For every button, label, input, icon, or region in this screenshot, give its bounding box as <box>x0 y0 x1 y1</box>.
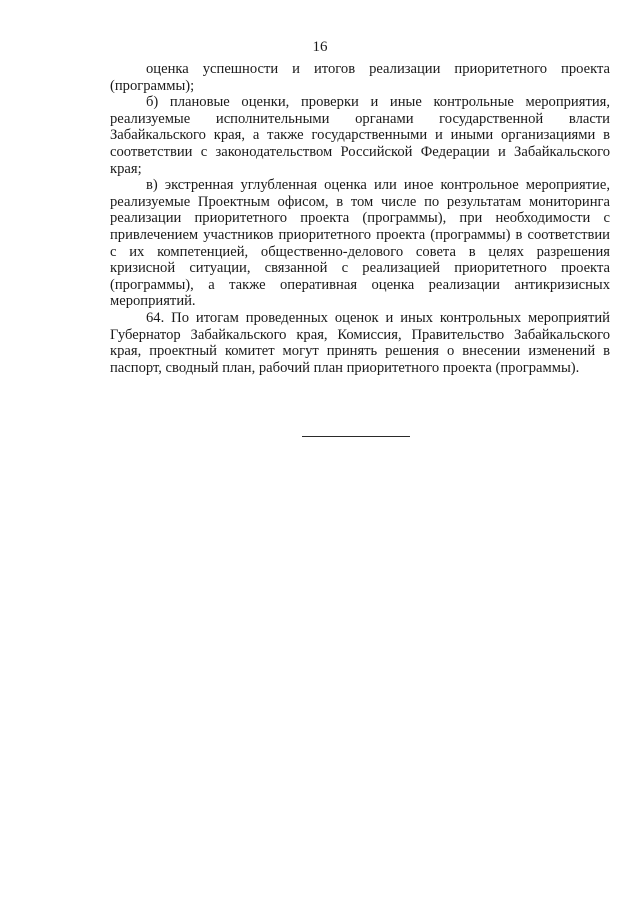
paragraph-emergency-evaluation: в) экстренная углубленная оценка или иное контрольное мероприятие, реализуемые Проектным офисом, в том числе по результатам мониторинга реализации приоритетного проекта (программы), при необходимости с привлечением участников приоритетного проекта (программы) в соответствии с их компетенцией, общественно-делового совета в целях разрешения кризисной ситуации, связанной с реализацией приоритетного проекта (программы), а также оперативная оценка реализации антикризисных мероприятий. <box>110 177 610 310</box>
end-separator-line <box>302 436 410 437</box>
paragraph-planned-evaluations: б) плановые оценки, проверки и иные контрольные мероприятия, реализуемые исполнительными органами государственной власти Забайкальского края, а также государственными и иными организациями в соответствии с законодательством Российской Федерации и Забайкальского края; <box>110 94 610 177</box>
page-number: 16 <box>312 39 328 55</box>
document-body <box>110 61 610 376</box>
paragraph-evaluation-item: оценка успешности и итогов реализации приоритетного проекта (программы); <box>110 61 610 94</box>
paragraph-item-64: 64. По итогам проведенных оценок и иных контрольных мероприятий Губернатор Забайкальского края, Комиссия, Правительство Забайкальского края, проектный комитет могут принять решения о внесении изменений в паспорт, сводный план, рабочий план приоритетного проекта (программы). <box>110 309 610 376</box>
